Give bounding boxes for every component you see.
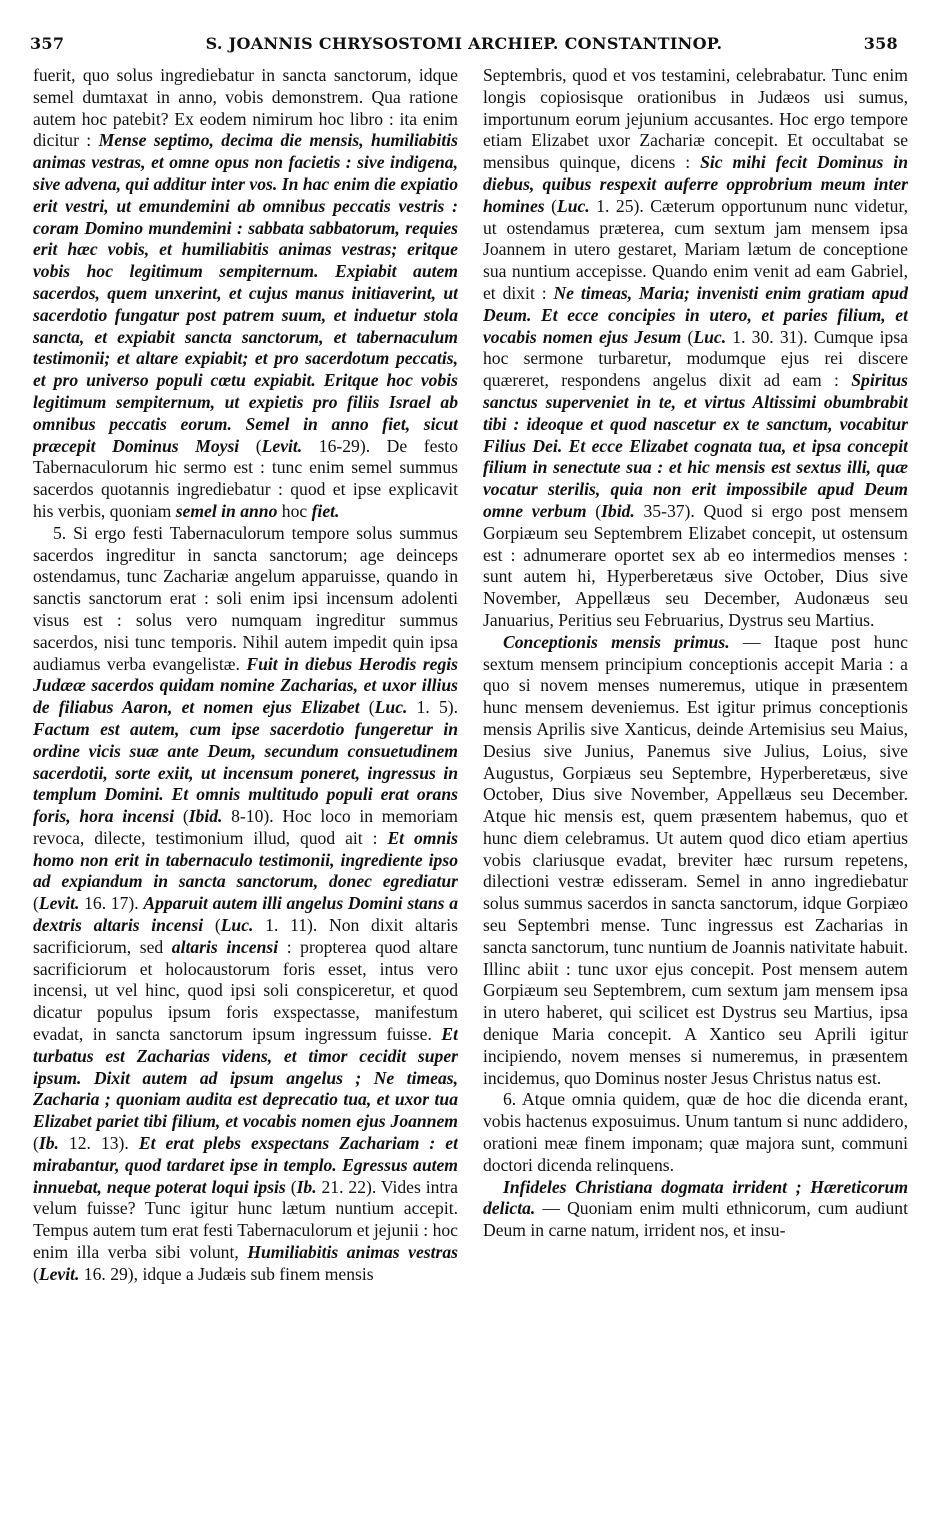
- paragraph: [483, 1089, 908, 1176]
- text-run: 16. 17).: [79, 893, 144, 914]
- text-run: (: [285, 1176, 297, 1197]
- text-run: 12. 13).: [58, 1133, 139, 1154]
- text-run: 1. 30. 31). Cumque ipsa hoc sermone turbaretur, modumque ejus rei discere quæreret, respondens angelus dixit ad eam :: [483, 326, 908, 391]
- text-run: 1. 11). Non dixit altaris sacrificiorum, sed: [33, 915, 458, 957]
- italic-run: Sic mihi fecit Dominus in diebus, quibus respexit auferre opprobrium meum inter homines: [483, 152, 908, 216]
- italic-run: Levit.: [38, 1263, 80, 1284]
- text-run: (: [586, 500, 602, 521]
- text-run: 5. Si ergo festi Tabernaculorum tempore solus summus sacerdos ingreditur in sancta sanctorum; age deinceps ostendamus, tunc Zachariæ angelum apparuisse, quando in sanctis sanctorum erat : soli enim ipsi incensum adolenti visus est : solus vero numquam ingreditur summus sacerdos, nisi tunc temporis. Nihil autem impedit quin ipsa audiamus verba evangelistæ.: [33, 522, 458, 674]
- italic-run: Ibid.: [601, 500, 635, 521]
- text-run: (: [33, 893, 39, 914]
- paragraph: [33, 523, 458, 1286]
- text-run: 1. 25). Cæterum opportunum nunc videtur, ut ostendamus præterea, cum sextum jam mensem ipsa Joannem in utero gestaret, Mariam lætum de conceptione sua nuntium accepisse. Quando enim venit ad eam Gabriel, et dixit :: [483, 195, 908, 303]
- italic-run: Et turbatus est Zacharias videns, et timor cecidit super ipsum. Dixit autem ad ipsum angelus ; Ne timeas, Zacharia ; quoniam audita est deprecatio tua, et uxor tua Elizabet pariet tibi filium, et vocabis nomen ejus Joannem: [33, 1024, 458, 1132]
- text-run: — Itaque post hunc sextum mensem principium conceptionis accepit Maria : a quo si novem menses numeremus, utique in præsentem hunc mensem deveniemus. Est igitur primus conceptionis mensis Aprilis sive Xanticus, deinde Artemisius seu Maius, Desius sive Junius, Panemus sive Julius, Loius, sive Augustus, Gorpiæus seu Septembre, Hyperberetæus, sive October, Dius sive November, Appellæus seu December. Atque hic mensis est, quem præsentem habemus, quo et hunc diem celebramus. Ut autem quod dico etiam apertius vobis clariusque evadat, breviter hæc rursum repetens, dilectioni vestræ edisseram. Semel in anno ingrediebatur solus summus sacerdos in sancta sanctorum, idque Gorpiæo seu Septembri mense. Tunc ingressus est Zacharias in sancta sanctorum, tunc nuntium de Joannis nativitate habuit. Illinc abiit : tunc uxor ejus concepit. Post mensem autem Gorpiæum seu Septembrem, cum sextum jam mensem ipsa in utero haberet, qui scilicet est Dystrus seu Martius, ipsa denique Maria concepit. A Xantico seu Aprili igitur incipiendo, novem menses si numeremus, in præsentem incidemus, quo Dominus noster Jesus Christus natus est.: [483, 631, 908, 1088]
- italic-run: Luc.: [374, 697, 408, 718]
- text-run: (: [33, 1263, 39, 1284]
- text-run: (: [203, 915, 221, 936]
- text-run: 21. 22). Vides intra velum fuisse? Tunc igitur hunc lætum nuntium accepit. Tempus autem tum erat festi Tabernaculorum et jejunii : hoc enim illa verba sibi volunt,: [33, 1176, 458, 1263]
- text-run: 16. 29), idque a Judæis sub finem mensis: [79, 1263, 374, 1284]
- italic-run: Factum est autem, cum ipse sacerdotio fungeretur in ordine vicis suæ ante Deum, secundum consuetudinem sacerdotii, sorte exiit, ut incensum poneret, ingressus in templum Domini. Et omnis multitudo populi erat orans foris, hora incensi: [33, 718, 458, 827]
- text-run: 16-29). De festo Tabernaculorum hic sermo est : tunc enim semel summus sacerdos quotannis ingrediebatur : quod et ipse explicavit his verbis, quoniam: [33, 435, 458, 521]
- text-run: 8-10). Hoc loco in memoriam revoca, dilecte, testimonium illud, quod ait :: [33, 806, 458, 848]
- text-run: Septembris, quod et vos testamini, celebrabatur. Tunc enim longis copiosisque orationibus in Judæos usi sumus, importunum eorum jejunium accusantes. Hoc ergo tempore etiam Elizabet uxor Zachariæ concepit. Et occultabat se mensibus quinque, dicens :: [483, 65, 908, 173]
- text-run: (: [239, 435, 262, 456]
- italic-run: altaris incensi: [171, 936, 279, 957]
- italic-run: Ib.: [296, 1176, 317, 1197]
- italic-run: Ibid.: [188, 806, 223, 827]
- text-run: 1. 5).: [407, 697, 458, 718]
- text-run: 35-37). Quod si ergo post mensem Gorpiæum seu Septembrem Elizabet concepit, ut ostensum est : adnumerare oportet sex ab eo intermedios menses : sunt autem hi, Hyperberetæus sive October, Dius sive November, Appellæus seu December, Audonæus seu Januarius, Peritius seu Februarius, Dystrus seu Martius.: [483, 500, 908, 630]
- text-run: (: [33, 1133, 39, 1154]
- italic-run: Apparuit autem illi angelus Domini stans a dextris altaris incensi: [33, 893, 458, 936]
- italic-run: Ne timeas, Maria; invenisti enim gratiam apud Deum. Et ecce concipies in utero, et paries filium, et vocabis nomen ejus Jesum: [483, 282, 908, 347]
- italic-run: Infideles Christiana dogmata irrident ; Hæreticorum delicta.: [483, 1176, 908, 1219]
- text-run: 6. Atque omnia quidem, quæ de hoc die dicenda erant, vobis hactenus exposuimus. Unum tantum si nunc addidero, orationi meæ finem imponam; quæ majora sunt, communi doctori dicenda relinquens.: [483, 1089, 908, 1175]
- paragraph: [483, 1177, 908, 1242]
- italic-run: Mense septimo, decima die mensis, humiliabitis animas vestras, et omne opus non facietis : sive indigena, sive advena, qui additur inter vos. In hac enim die expiatio erit vestri, ut emundemini ab omnibus peccatis vestris : coram Domino mundemini : sabbata sabbatorum, requies erit hæc vobis, et humiliabitis animas vestras; eritque vobis hoc legitimum sempiternum. Expiabit autem sacerdos, quem unxerint, et cujus manus initiaverint, ut sacerdotio fungatur post patrem suum, et induetur stola sancta, et expiabit sancta sanctorum, et tabernaculum testimonii; et altare expiabit; et pro sacerdotum peccatis, et pro universo populi cœtu expiabit. Eritque hoc vobis legitimum sempiternum, ut expietis pro filiis Israel ab omnibus peccatis eorum. Semel in anno fiet, sicut præcepit Dominus Moysi: [33, 130, 458, 456]
- right-column: [483, 65, 908, 1525]
- running-title: S. JOANNIS CHRYSOSTOMI ARCHIEP. CONSTANTINOP.: [205, 34, 723, 53]
- paragraph: [483, 632, 908, 1090]
- text-run: (: [174, 806, 189, 827]
- italic-run: Et erat plebs exspectans Zachariam : et mirabantur, quod tardaret ipse in templo. Egressus autem innuebat, neque poterat loqui ipsis: [33, 1133, 458, 1197]
- running-header: [30, 34, 898, 58]
- text-run: : propterea quod altare sacrificiorum et holocaustorum foris esset, intus vero incensi, ut vel hinc, quod ipsi soli conspiceretur, et quod dicatur populus ipsum foris exspectasse, manifestum evadat, in sancta sanctorum ipsum ingressum fuisse.: [33, 936, 458, 1045]
- italic-run: Luc.: [556, 195, 590, 216]
- italic-run: semel in anno: [175, 500, 278, 521]
- italic-run: Fuit in diebus Herodis regis Judææ sacerdos quidam nomine Zacharias, et uxor illius de filiabus Aaron, et nomen ejus Elizabet: [33, 653, 458, 718]
- text-run: hoc: [277, 500, 312, 521]
- italic-run: Ib.: [38, 1133, 59, 1154]
- text-run: — Quoniam enim multi ethnicorum, cum audiunt Deum in carne natum, irrident nos, et insu-: [483, 1198, 908, 1241]
- left-column: [33, 65, 458, 1525]
- italic-run: Luc.: [693, 326, 727, 347]
- text-run: (: [359, 697, 375, 718]
- text-run: (: [681, 326, 694, 347]
- italic-run: Luc.: [220, 915, 254, 936]
- paragraph: [33, 65, 458, 523]
- italic-run: Spiritus sanctus superveniet in te, et virtus Altissimi obumbrabit tibi : ideoque et quod nascetur ex te sanctum, vocabitur Filius Dei. Et ecce Elizabet cognata tua, et ipsa concepit filium in senectute sua : et hic mensis est sextus illi, quæ vocatur sterilis, quia non erit impossibile apud Deum omne verbum: [483, 370, 908, 521]
- italic-run: Et omnis homo non erit in tabernaculo testimonii, ingrediente ipso ad expiandum in sancta sanctorum, donec egrediatur: [33, 827, 458, 892]
- italic-run: Levit.: [261, 435, 303, 456]
- page-number-right: 358: [863, 34, 898, 53]
- italic-run: Levit.: [38, 893, 80, 914]
- text-run: fuerit, quo solus ingrediebatur in sancta sanctorum, idque semel dumtaxat in anno, vobis demonstrem. Qua ratione autem hoc patebit? Ex eodem nimirum hoc libro : ita enim dicitur :: [33, 65, 458, 151]
- italic-run: Humiliabitis animas vestras: [247, 1242, 458, 1263]
- italic-run: fiet.: [311, 500, 340, 521]
- italic-run: Conceptionis mensis primus.: [503, 631, 730, 652]
- text-run: (: [544, 195, 557, 216]
- paragraph: [483, 65, 908, 632]
- page-number-left: 357: [30, 34, 65, 53]
